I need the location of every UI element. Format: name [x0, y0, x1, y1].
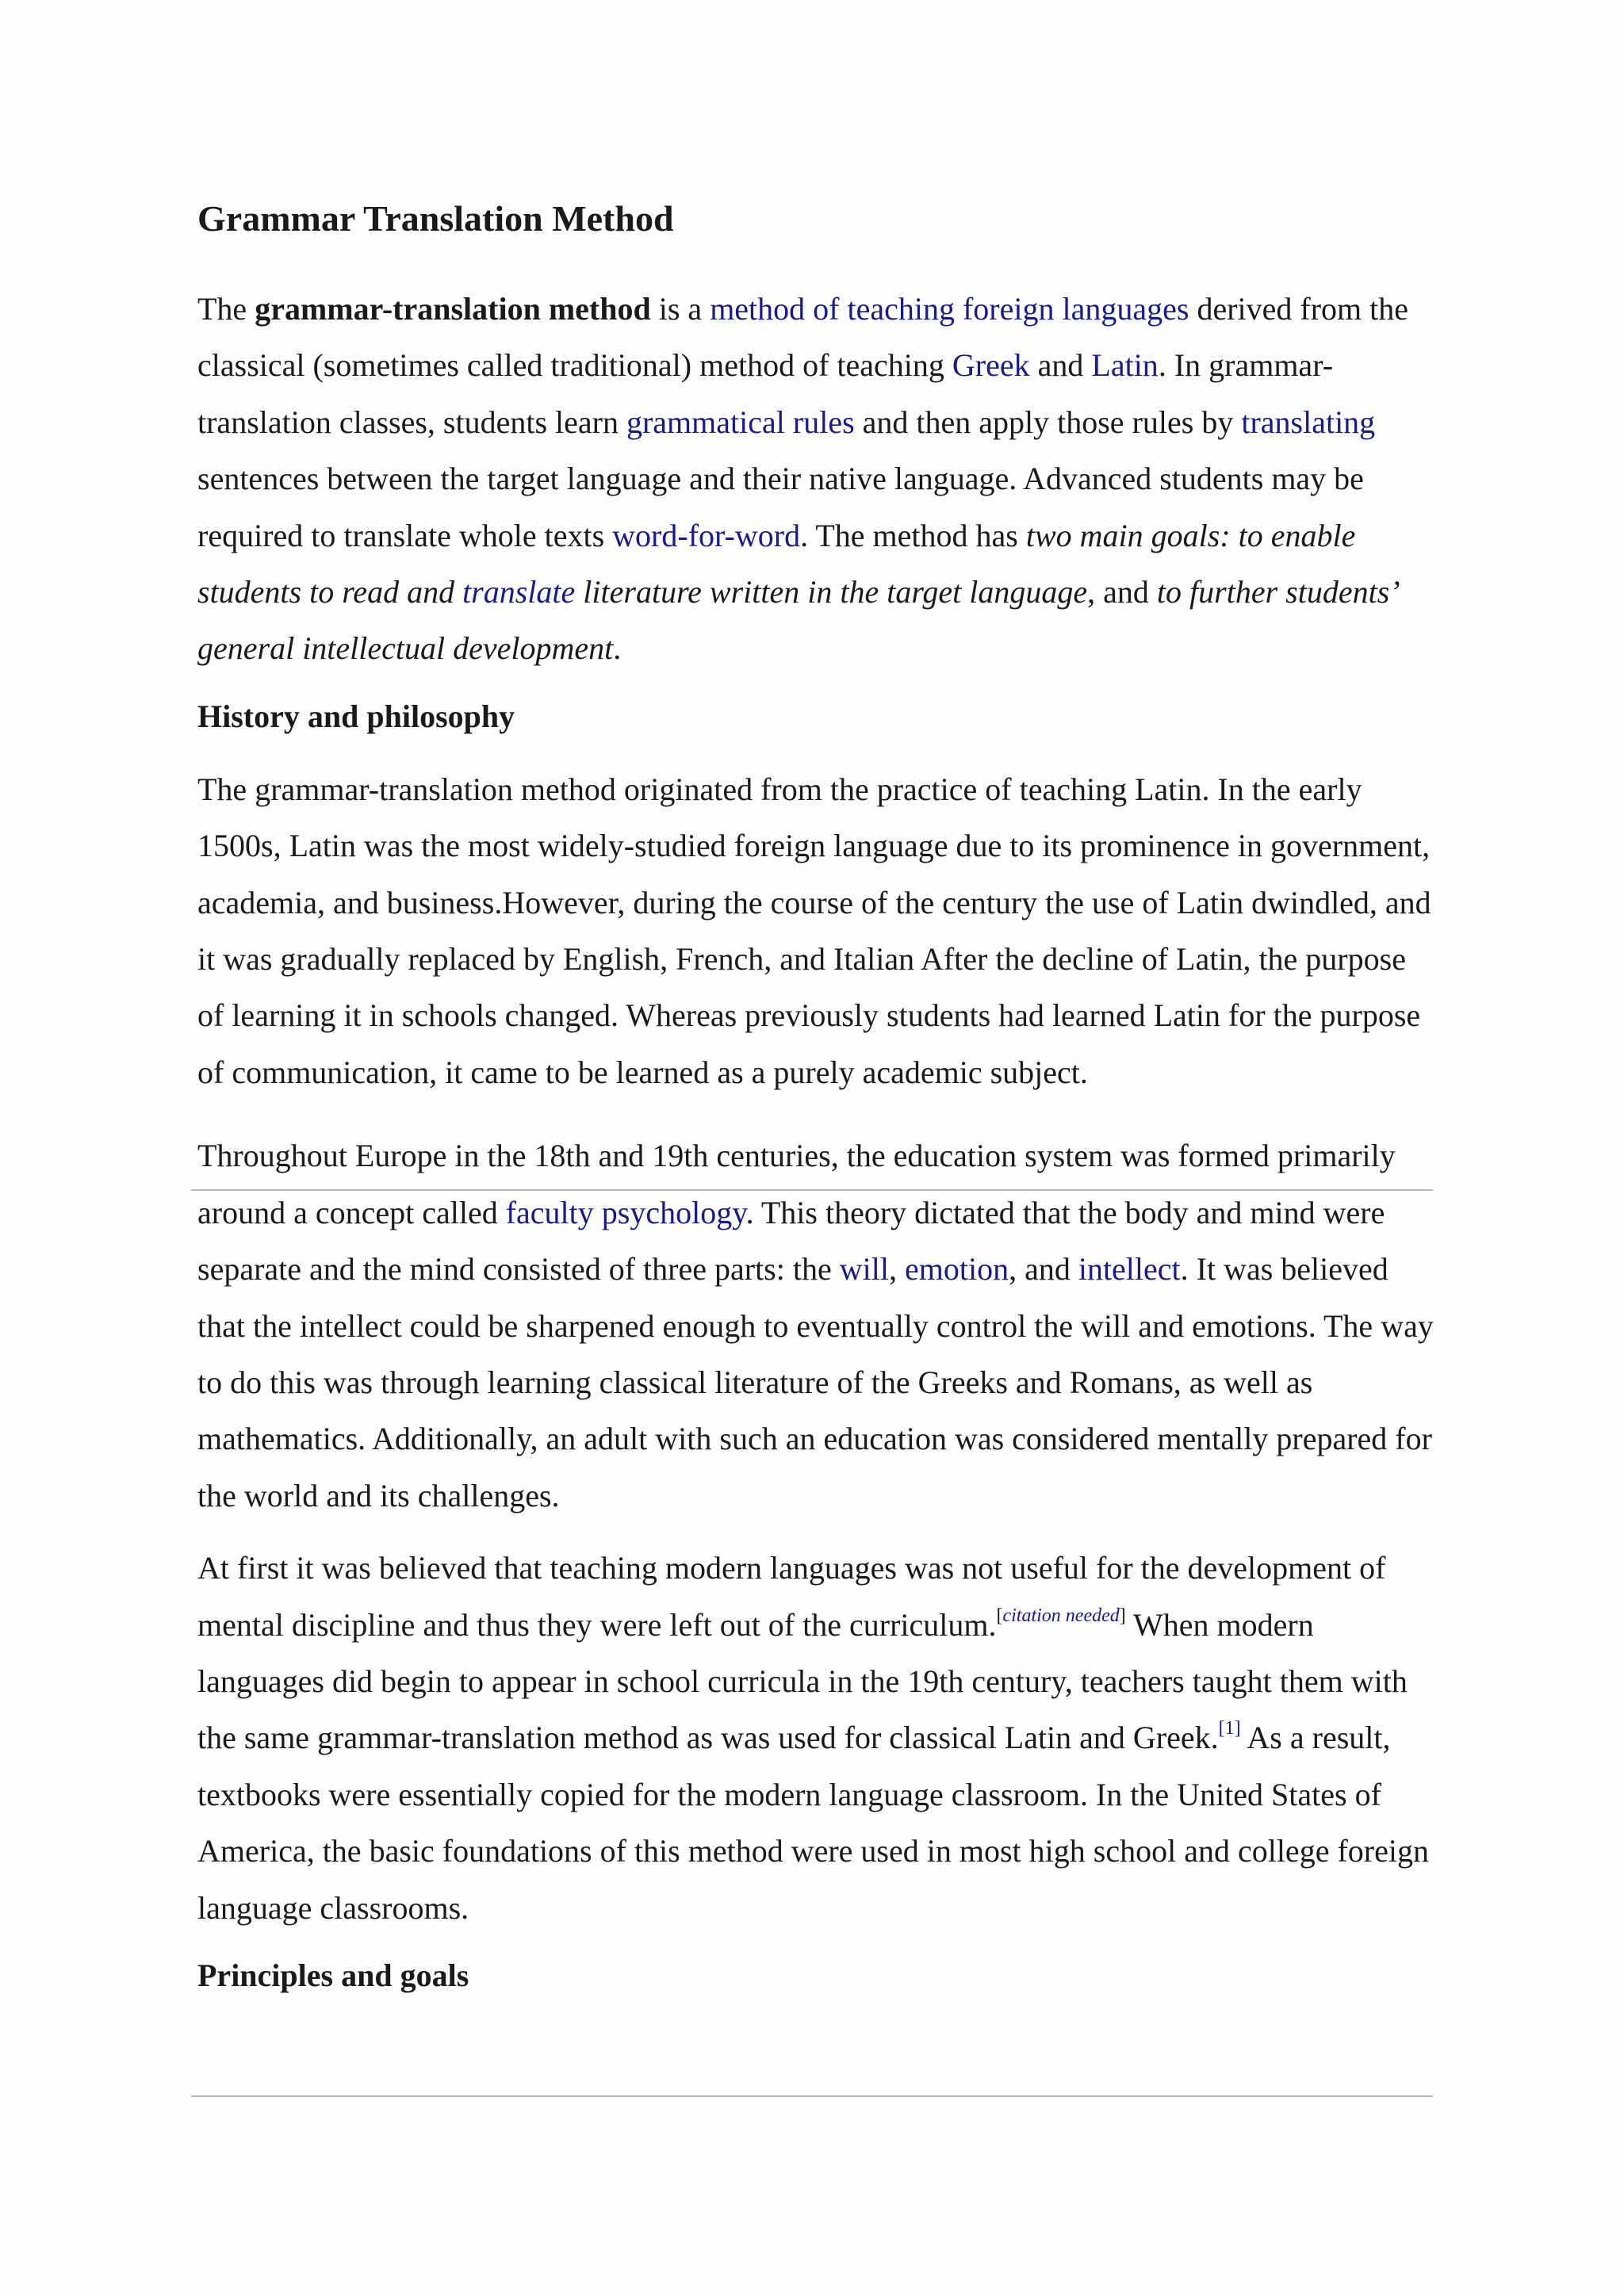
- article-body: [197, 195, 1439, 1999]
- page-title: Grammar Translation Method: [197, 198, 674, 239]
- bracket: ]: [1119, 1605, 1126, 1626]
- italic-run: two main goals: to enable students to read and: [197, 517, 1356, 610]
- text-run: is a: [650, 291, 710, 327]
- link-method-of-teaching-foreign-languages[interactable]: method of teaching foreign languages: [710, 291, 1189, 327]
- text-run: , and: [1087, 574, 1157, 610]
- section-heading-history: History and philosophy: [197, 698, 515, 734]
- text-run: Throughout Europe in the 18th and 19th centuries, the education system was formed primarily around a concept called: [197, 1138, 1396, 1230]
- text-run: and then apply those rules by: [854, 404, 1242, 440]
- link-emotion[interactable]: emotion: [904, 1251, 1009, 1288]
- link-intellect[interactable]: intellect: [1078, 1251, 1181, 1288]
- history-paragraph-3: [197, 1540, 1439, 1936]
- text-run: At first it was believed that teaching modern languages was not useful for the development of mental discipline and thus they were left out of the curriculum.: [197, 1550, 1386, 1643]
- link-grammatical-rules[interactable]: grammatical rules: [626, 404, 855, 440]
- reference-1-link[interactable]: [1]: [1218, 1718, 1241, 1739]
- bold-term: grammar-translation method: [255, 291, 651, 327]
- text-run: derived from the classical (sometimes called traditional) method of teaching: [197, 291, 1408, 384]
- text-run: ,: [888, 1251, 905, 1288]
- text-run: . This theory dictated that the body and mind were separate and the mind consisted of three parts: the: [197, 1194, 1385, 1288]
- link-greek[interactable]: Greek: [952, 347, 1030, 384]
- text-run: As a result, textbooks were essentially copied for the modern language classroom. In the United States of America, the basic foundations of this method were used in most high school and college foreign language classrooms.: [197, 1720, 1429, 1926]
- text-run: . The method has: [800, 517, 1026, 553]
- intro-paragraph: [197, 281, 1439, 677]
- link-citation-needed[interactable]: citation needed: [1002, 1605, 1120, 1626]
- text-run: The: [197, 291, 255, 327]
- section-heading-principles: Principles and goals: [197, 1957, 469, 1993]
- link-faculty-psychology[interactable]: faculty psychology: [505, 1194, 746, 1230]
- link-will[interactable]: will: [839, 1251, 889, 1288]
- citation-needed[interactable]: [996, 1605, 1125, 1626]
- italic-run: to further students’ general intellectual development: [197, 574, 1397, 667]
- horizontal-rule: [191, 2095, 1433, 2097]
- horizontal-rule: [191, 1189, 1433, 1191]
- link-word-for-word[interactable]: word-for-word: [612, 517, 801, 553]
- link-translating[interactable]: translating: [1241, 404, 1376, 440]
- text-run: sentences between the target language and their native language. Advanced students may be required to translate whole texts: [197, 461, 1364, 553]
- text-run: and: [1029, 347, 1092, 384]
- text-run: . In grammar-translation classes, students learn: [197, 347, 1334, 440]
- link-translate[interactable]: translate: [462, 574, 576, 610]
- italic-run: literature written in the target language: [575, 574, 1088, 610]
- text-run: . It was believed that the intellect could be sharpened enough to eventually control the will and emotions. The way to do this was through learning classical literature of the Greeks and Romans, as well as mathematics. Additionally, an adult with such an education was considered mentally prepared for the world and its challenges.: [197, 1251, 1434, 1513]
- text-run: .: [613, 630, 622, 667]
- text-run: , and: [1009, 1251, 1078, 1288]
- bracket: [: [996, 1605, 1003, 1626]
- text-run: When modern languages did begin to appear in school curricula in the 19th century, teachers taught them with the same grammar-translation method as was used for classical Latin and Greek.: [197, 1606, 1408, 1756]
- link-latin[interactable]: Latin: [1091, 347, 1159, 384]
- history-paragraph-2: [197, 1127, 1439, 1524]
- history-paragraph-1: The grammar-translation method originated from the practice of teaching Latin. In the early 1500s, Latin was the most widely-studied foreign language due to its prominence in government, academia, and business.However, during the course of the century the use of Latin dwindled, and it was gradually replaced by English, French, and Italian After the decline of Latin, the purpose of learning it in schools changed. Whereas previously students had learned Latin for the purpose of communication, it came to be learned as a purely academic subject.: [197, 771, 1431, 1090]
